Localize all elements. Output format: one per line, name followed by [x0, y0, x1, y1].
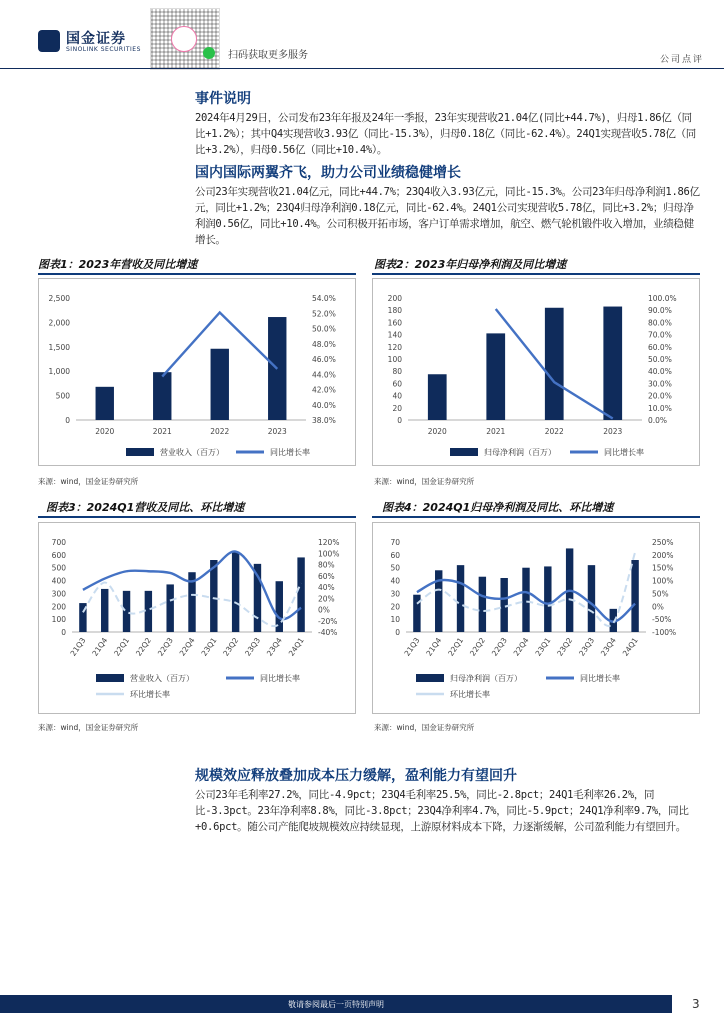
x-tick-label: 22Q3 [155, 635, 175, 658]
section-text-growth: 公司23年实现营收21.04亿元，同比+44.7%；23Q4收入3.93亿元，同比-15.3%。公司23年归母净利润1.86亿元，同比+1.2%；23Q4归母净利润0.18亿元，同比-62.4%。24Q1公司实现营收5.78亿，同比+3.2%；归母净利润0.56亿，同比+10.4%。公司积极开拓市场，客户订单需求增加，航空、燃气轮机锻件收入增加，业绩稳健增长。 [195, 186, 700, 246]
y-tick-label: 300 [51, 589, 66, 599]
bar [479, 577, 486, 632]
figure2-source: 来源：wind，国金证券研究所 [374, 477, 475, 486]
y-tick-label: 60 [392, 379, 402, 389]
legend-label: 同比增长率 [270, 448, 310, 457]
y-tick-label: 160 [387, 318, 402, 328]
y2-tick-label: -100% [652, 628, 677, 637]
bar [101, 589, 108, 632]
x-tick-label: 23Q3 [577, 635, 597, 658]
y-tick-label: 500 [51, 563, 66, 573]
section-title-margin: 规模效应释放叠加成本压力缓解，盈利能力有望回升 [195, 768, 517, 784]
y-tick-label: 400 [51, 576, 66, 586]
chart-frame [39, 279, 356, 466]
bar [603, 307, 622, 420]
bar [211, 349, 229, 420]
x-tick-label: 2023 [603, 427, 623, 436]
y2-tick-label: 100.0% [648, 294, 677, 303]
y2-tick-label: 200% [652, 550, 674, 560]
legend-label: 环比增长率 [450, 690, 490, 699]
y2-tick-label: 80.0% [648, 318, 672, 328]
report-type: 公司点评 [659, 55, 704, 65]
wechat-icon [203, 47, 215, 59]
brand-name: 国金证券 [66, 31, 126, 47]
y2-tick-label: -40% [318, 628, 338, 637]
x-tick-label: 22Q4 [177, 635, 197, 658]
bar [210, 560, 217, 632]
bar [166, 584, 173, 632]
x-tick-label: 22Q2 [468, 635, 488, 658]
bar [153, 372, 171, 420]
y2-tick-label: 54.0% [312, 294, 336, 303]
y2-tick-label: 52.0% [312, 309, 336, 319]
y2-tick-label: -20% [318, 616, 338, 626]
legend-label: 同比增长率 [580, 674, 620, 683]
x-tick-label: 21Q4 [90, 635, 110, 658]
y2-tick-label: 80% [318, 560, 335, 570]
y2-tick-label: 42.0% [312, 385, 336, 395]
y2-tick-label: 44.0% [312, 370, 336, 380]
figure4-source: 来源：wind，国金证券研究所 [374, 723, 475, 732]
y2-tick-label: 20.0% [648, 391, 672, 401]
y2-tick-label: 90.0% [648, 306, 672, 316]
x-tick-label: 22Q3 [489, 635, 509, 658]
y2-tick-label: 40% [318, 583, 335, 592]
y-tick-label: 140 [387, 330, 402, 340]
legend-bar-swatch [416, 674, 444, 682]
x-tick-label: 22Q4 [511, 635, 531, 658]
y-tick-label: 50 [390, 563, 400, 573]
x-tick-label: 2021 [152, 427, 172, 436]
legend-label: 同比增长率 [260, 674, 300, 683]
y-tick-label: 100 [51, 615, 66, 625]
y2-tick-label: 50% [652, 589, 669, 599]
section-title-growth: 国内国际两翼齐飞，助力公司业绩稳健增长 [195, 165, 461, 181]
chart-revenue-annual [38, 278, 356, 466]
legend-label: 环比增长率 [130, 690, 170, 699]
x-tick-label: 2023 [267, 427, 287, 436]
bar [545, 308, 564, 420]
section-title-event: 事件说明 [195, 91, 251, 107]
x-tick-label: 23Q4 [598, 635, 618, 658]
x-tick-label: 22Q1 [112, 635, 132, 658]
chart-profit-annual [372, 278, 700, 466]
x-tick-label: 23Q3 [243, 635, 263, 658]
page-number: 3 [692, 997, 700, 1011]
y2-tick-label: 0.0% [648, 416, 668, 425]
y-tick-label: 0 [397, 416, 402, 425]
figure2-title: 图表2：2023年归母净利润及同比增速 [374, 258, 567, 271]
y-tick-label: 180 [387, 306, 402, 316]
y-tick-label: 10 [390, 615, 400, 625]
y2-tick-label: 10.0% [648, 403, 672, 413]
y-tick-label: 100 [387, 355, 402, 364]
x-tick-label: 22Q2 [134, 635, 154, 658]
y-tick-label: 500 [55, 391, 70, 401]
x-tick-label: 2021 [486, 427, 506, 436]
figure1-title: 图表1：2023年营收及同比增速 [38, 258, 198, 271]
x-tick-label: 2022 [544, 427, 564, 436]
y-tick-label: 200 [51, 602, 66, 612]
legend-label: 同比增长率 [604, 448, 644, 457]
brand-sub: SINOLINK SECURITIES [66, 46, 141, 53]
bar [500, 578, 507, 632]
legend-bar-swatch [450, 448, 478, 456]
y-tick-label: 700 [51, 538, 66, 547]
x-tick-label: 22Q1 [446, 635, 466, 658]
y-tick-label: 40 [392, 391, 402, 401]
y-tick-label: 0 [65, 416, 70, 425]
chart-revenue-quarterly [38, 522, 356, 714]
y2-tick-label: 250% [652, 538, 674, 547]
section-text-event: 2024年4月29日，公司发布23年年报及24年一季报，23年实现营收21.04亿(同比+44.7%)，归母1.86亿（同比+1.2%）；其中Q4实现营收3.93亿（同比-15.3%），归母0.18亿（同比-62.4%）。24Q1实现营收5.78亿（同比+3.2%），归母0.56亿（同比+10.4%）。 [195, 112, 697, 156]
y2-tick-label: 40.0% [312, 400, 336, 410]
figure1-source: 来源：wind，国金证券研究所 [38, 477, 139, 486]
bar [486, 333, 505, 420]
legend-bar-swatch [96, 674, 124, 682]
y2-tick-label: 30.0% [648, 379, 672, 389]
y-tick-label: 1,000 [48, 367, 70, 377]
y2-tick-label: 38.0% [312, 416, 336, 425]
y-tick-label: 70 [390, 538, 400, 547]
figure4-underline [372, 516, 700, 518]
y2-tick-label: 60.0% [648, 342, 672, 352]
y2-tick-label: 48.0% [312, 339, 336, 349]
x-tick-label: 23Q4 [264, 635, 284, 658]
y2-tick-label: 50.0% [312, 324, 336, 334]
y2-tick-label: 120% [318, 538, 340, 547]
x-tick-label: 21Q3 [68, 635, 88, 658]
legend-label: 营业收入（百万） [130, 674, 194, 683]
chart-frame [373, 523, 700, 714]
figure4-title: 图表4：2024Q1归母净利润及同比、环比增速 [382, 501, 614, 514]
y-tick-label: 0 [61, 628, 66, 637]
bar [428, 374, 447, 420]
x-tick-label: 21Q4 [424, 635, 444, 658]
x-tick-label: 23Q1 [199, 635, 219, 658]
y-tick-label: 20 [392, 403, 402, 413]
y2-tick-label: 70.0% [648, 330, 672, 340]
figure3-underline [38, 516, 356, 518]
bar [232, 552, 239, 632]
y-tick-label: 20 [390, 602, 400, 612]
legend-label: 归母净利润（百万） [484, 448, 556, 457]
figure3-source: 来源：wind，国金证券研究所 [38, 723, 139, 732]
brand-logo-icon [38, 30, 60, 52]
y-tick-label: 60 [390, 550, 400, 560]
x-tick-label: 23Q2 [555, 635, 575, 658]
bar [145, 591, 152, 632]
y-tick-label: 2,500 [48, 294, 70, 303]
x-tick-label: 23Q1 [533, 635, 553, 658]
y2-tick-label: 150% [652, 563, 674, 573]
legend-label: 归母净利润（百万） [450, 674, 522, 683]
y2-tick-label: 40.0% [648, 367, 672, 377]
y-tick-label: 1,500 [48, 342, 70, 352]
y2-tick-label: 60% [318, 571, 335, 581]
bar [588, 565, 595, 632]
y2-tick-label: 0% [318, 605, 330, 615]
y-tick-label: 120 [387, 342, 402, 352]
x-tick-label: 23Q2 [221, 635, 241, 658]
section-text-margin: 公司23年毛利率27.2%，同比-4.9pct；23Q4毛利率25.5%，同比-2.8pct；24Q1毛利率26.2%，同比-3.3pct。23年净利率8.8%，同比-3.8pct；23Q4净利率4.7%，同比-5.9pct；24Q1净利率9.7%，同比+0.6pct。随公司产能爬坡规模效应持续显现，上游原材料成本下降，力逐渐缓解，公司盈利能力有望回升。 [195, 789, 689, 833]
x-tick-label: 2020 [95, 427, 115, 436]
footer-disclaimer: 敬请参阅最后一页特别声明 [288, 1000, 384, 1009]
y-tick-label: 2,000 [48, 318, 70, 328]
y-tick-label: 200 [387, 294, 402, 303]
bar [522, 568, 529, 632]
bar [544, 566, 551, 632]
y2-tick-label: 100% [652, 576, 674, 586]
qr-caption: 扫码获取更多服务 [228, 50, 308, 61]
figure2-underline [372, 273, 700, 275]
y-tick-label: 30 [390, 589, 400, 599]
bar [457, 565, 464, 632]
y-tick-label: 80 [392, 367, 402, 377]
x-tick-label: 2020 [427, 427, 447, 436]
x-tick-label: 2022 [210, 427, 230, 436]
y-tick-label: 600 [51, 550, 66, 560]
y2-tick-label: 100% [318, 549, 340, 559]
y2-tick-label: 50.0% [648, 355, 672, 364]
y2-tick-label: 20% [318, 594, 335, 604]
legend-bar-swatch [126, 448, 154, 456]
bar [96, 387, 114, 420]
legend-label: 营业收入（百万） [160, 448, 224, 457]
bar [297, 557, 304, 632]
y-tick-label: 0 [395, 628, 400, 637]
chart-profit-quarterly [372, 522, 700, 714]
qr-center-logo [171, 26, 197, 52]
y2-tick-label: 0% [652, 602, 664, 612]
y-tick-label: 40 [390, 576, 400, 586]
y2-tick-label: 46.0% [312, 355, 336, 364]
bar [631, 560, 638, 632]
figure1-underline [38, 273, 356, 275]
x-tick-label: 24Q1 [286, 635, 306, 658]
x-tick-label: 24Q1 [620, 635, 640, 658]
header-divider [0, 68, 724, 69]
y2-tick-label: -50% [652, 615, 672, 625]
x-tick-label: 21Q3 [402, 635, 422, 658]
figure3-title: 图表3：2024Q1营收及同比、环比增速 [46, 501, 245, 514]
bar [123, 591, 130, 632]
bar [413, 595, 420, 632]
bar [276, 581, 283, 632]
